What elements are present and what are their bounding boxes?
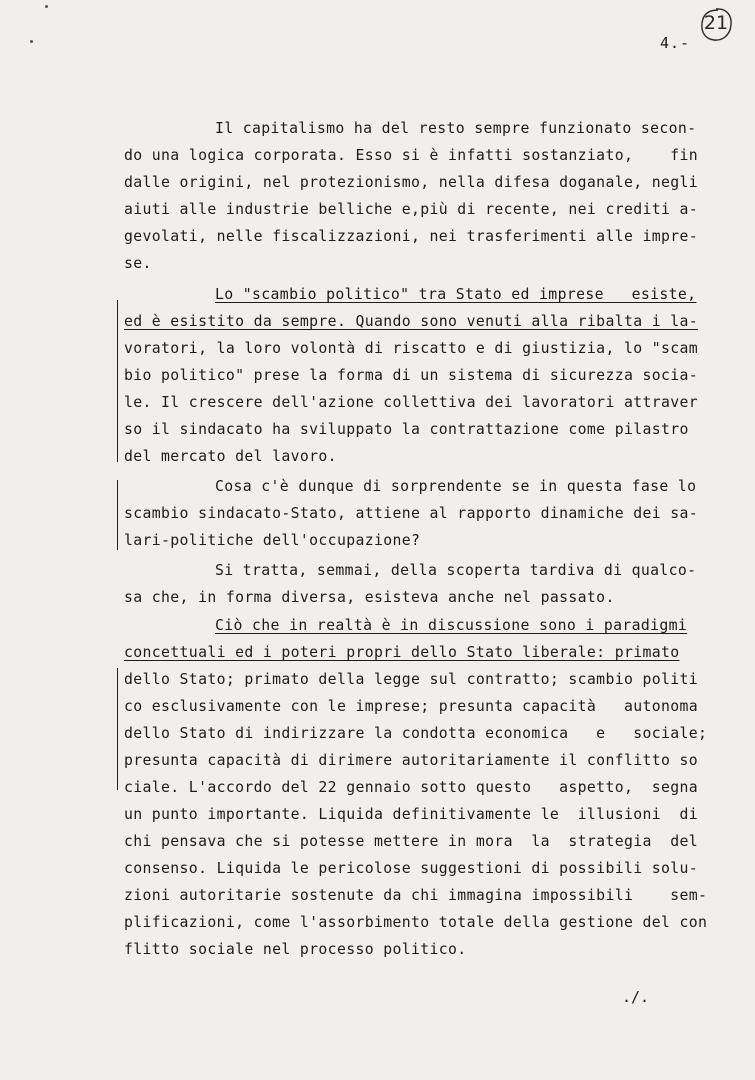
text-line: dello Stato di indirizzare la condotta economica e sociale; (124, 725, 708, 742)
text-line: so il sindacato ha sviluppato la contrattazione come pilastro (124, 421, 689, 438)
text-line: gevolati, nelle fiscalizzazioni, nei trasferimenti alle impre- (124, 228, 699, 245)
text-line: sa che, in forma diversa, esisteva anche nel passato. (124, 589, 615, 606)
text-line: chi pensava che si potesse mettere in mora la strategia del (124, 833, 699, 850)
text-line: flitto sociale nel processo politico. (124, 941, 467, 958)
margin-mark (117, 300, 118, 462)
text-line: del mercato del lavoro. (124, 448, 337, 465)
text-line: ciale. L'accordo del 22 gennaio sotto questo aspetto, segna (124, 779, 699, 796)
continuation-mark: ./. (622, 988, 650, 1006)
text-line: dello Stato; primato della legge sul contratto; scambio politi (124, 671, 699, 688)
text-line: un punto importante. Liquida definitivamente le illusioni di (124, 806, 699, 823)
text-line: do una logica corporata. Esso si è infatti sostanziato, fin (124, 147, 699, 164)
text-line: plificazioni, come l'assorbimento totale della gestione del con (124, 914, 708, 931)
text-line: se. (124, 255, 152, 272)
text-line: voratori, la loro volontà di riscatto e di giustizia, lo "scam (124, 340, 699, 357)
text-line: lari-politiche dell'occupazione? (124, 532, 421, 549)
text-line-underlined: Lo "scambio politico" tra Stato ed imprese esiste, (215, 286, 697, 303)
text-line: scambio sindacato-Stato, attiene al rapporto dinamiche dei sa- (124, 505, 699, 522)
text-line-underlined: Ciò che in realtà è in discussione sono i paradigmi (215, 617, 688, 634)
text-line-underlined: ed è esistito da sempre. Quando sono venuti alla ribalta i la- (124, 313, 699, 330)
margin-mark (117, 480, 118, 550)
text-line: consenso. Liquida le pericolose suggestioni di possibili solu- (124, 860, 699, 877)
text-line: Si tratta, semmai, della scoperta tardiva di qualco- (215, 562, 697, 579)
text-line-underlined: concettuali ed i poteri propri dello Stato liberale: primato (124, 644, 680, 661)
text-line: bio politico" prese la forma di un sistema di sicurezza socia- (124, 367, 699, 384)
text-line: le. Il crescere dell'azione collettiva dei lavoratori attraver (124, 394, 699, 411)
archive-stamp (698, 6, 734, 44)
scan-speck (30, 40, 33, 43)
page-number: 4.- (660, 34, 691, 52)
text-line: Cosa c'è dunque di sorprendente se in questa fase lo (215, 478, 697, 495)
text-line: co esclusivamente con le imprese; presunta capacità autonoma (124, 698, 699, 715)
margin-mark (117, 668, 118, 790)
text-line: presunta capacità di dirimere autoritariamente il conflitto so (124, 752, 699, 769)
text-line: dalle origini, nel protezionismo, nella difesa doganale, negli (124, 174, 699, 191)
text-line: Il capitalismo ha del resto sempre funzionato secon- (215, 120, 697, 137)
archive-stamp-number: 21 (703, 12, 729, 34)
text-line: aiuti alle industrie belliche e,più di recente, nei crediti a- (124, 201, 699, 218)
scan-speck (45, 5, 48, 8)
text-line: zioni autoritarie sostenute da chi immagina impossibili sem- (124, 887, 708, 904)
